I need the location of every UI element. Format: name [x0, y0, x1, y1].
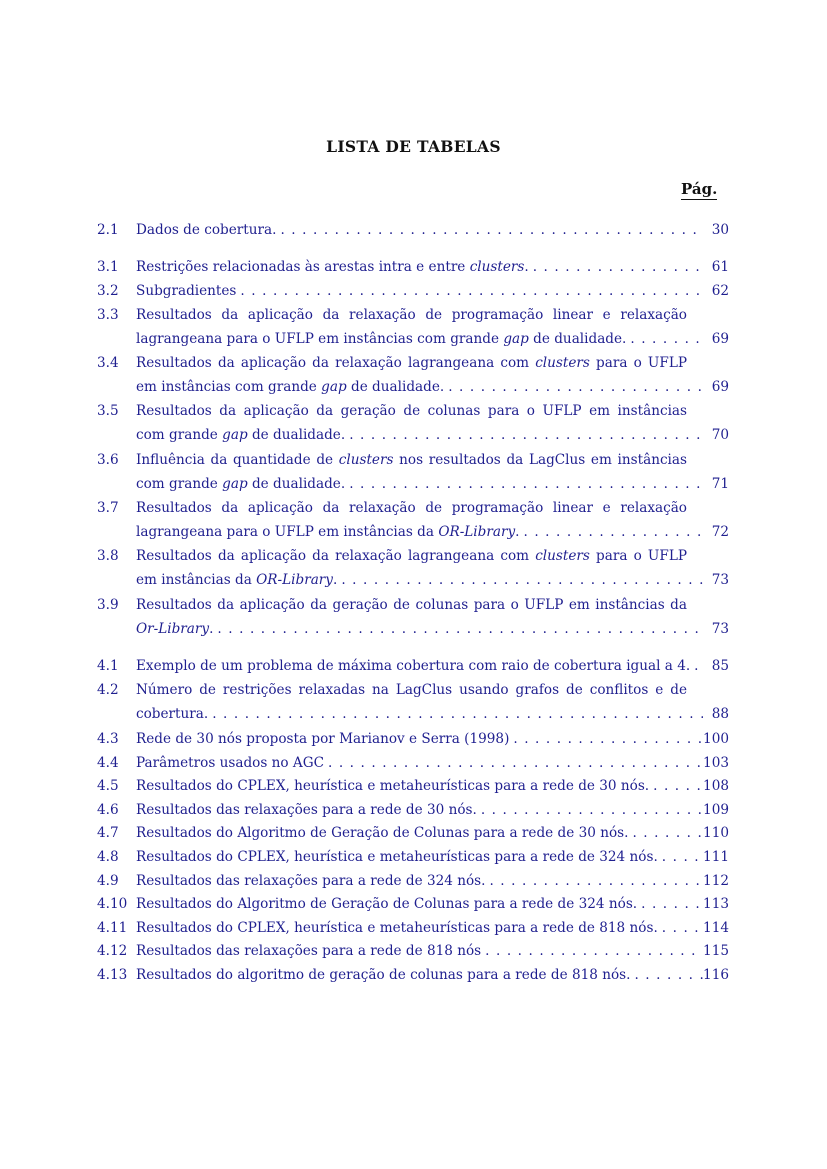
- table-number: 4.11: [97, 920, 128, 936]
- table-caption-line: em instâncias com grande gap de dualidade.: [136, 379, 445, 395]
- table-number: 4.3: [97, 731, 119, 747]
- leader-dots: [345, 472, 703, 496]
- page-number: 61: [711, 259, 729, 275]
- page-number: 114: [703, 920, 729, 936]
- page-number: 69: [711, 379, 729, 395]
- page-number: 72: [711, 524, 729, 540]
- table-caption-line: Resultados da aplicação da relaxação de programação linear e relaxação: [136, 500, 687, 516]
- page-number: 70: [711, 427, 729, 443]
- table-number: 3.7: [97, 500, 119, 516]
- leader-dots: [637, 892, 703, 916]
- leader-dots: [444, 375, 703, 399]
- page-number: 30: [711, 222, 729, 238]
- leader-dots: [324, 751, 703, 775]
- table-caption-line: em instâncias da OR-Library.: [136, 572, 338, 588]
- table-caption-line: Resultados da aplicação da relaxação de programação linear e relaxação: [136, 307, 687, 323]
- page-number: 73: [711, 572, 729, 588]
- leader-dots: [519, 520, 703, 544]
- table-caption-line: lagrangeana para o UFLP em instâncias da OR-Library.: [136, 524, 520, 540]
- leader-dots: [690, 654, 703, 678]
- table-caption-line: Exemplo de um problema de máxima cobertura com raio de cobertura igual a 4.: [136, 658, 691, 674]
- page-number: 100: [703, 731, 729, 747]
- page-number-header: Pág.: [681, 180, 718, 198]
- page-number: 69: [711, 331, 729, 347]
- leader-dots: [337, 568, 703, 592]
- table-caption-line: Influência da quantidade de clusters nos resultados da LagClus em instâncias: [136, 452, 687, 468]
- leader-dots: [485, 869, 703, 893]
- leader-dots: [628, 821, 703, 845]
- leader-dots: [345, 423, 703, 447]
- leader-dots: [236, 279, 703, 303]
- table-caption-line: Restrições relacionadas às arestas intra e entre clusters.: [136, 259, 529, 275]
- page-number: 112: [703, 873, 729, 889]
- page-number: 110: [703, 825, 729, 841]
- leader-dots: [208, 702, 703, 726]
- page-number: 71: [711, 476, 729, 492]
- table-number: 3.6: [97, 452, 119, 468]
- table-number: 3.9: [97, 597, 119, 613]
- leader-dots: [477, 798, 703, 822]
- table-caption-line: Rede de 30 nós proposta por Marianov e Serra (1998): [136, 731, 510, 747]
- leader-dots: [626, 327, 703, 351]
- table-caption-line: cobertura.: [136, 706, 209, 722]
- page-number: 62: [711, 283, 729, 299]
- table-caption-line: Resultados da aplicação da geração de colunas para o UFLP em instâncias: [136, 403, 687, 419]
- table-number: 4.4: [97, 755, 119, 771]
- table-number: 3.4: [97, 355, 119, 371]
- leader-dots: [649, 774, 703, 798]
- table-caption-line: Resultados do Algoritmo de Geração de Colunas para a rede de 30 nós.: [136, 825, 629, 841]
- table-caption-line: Resultados da aplicação da geração de colunas para o UFLP em instâncias da: [136, 597, 687, 613]
- table-caption-line: Resultados do algoritmo de geração de colunas para a rede de 818 nós.: [136, 967, 631, 983]
- page-number: 73: [711, 621, 729, 637]
- page-number: 111: [703, 849, 729, 865]
- leader-dots: [658, 845, 703, 869]
- table-number: 4.1: [97, 658, 119, 674]
- table-caption-line: com grande gap de dualidade.: [136, 476, 346, 492]
- table-caption-line: Or-Library.: [136, 621, 214, 637]
- leader-dots: [630, 963, 703, 987]
- leader-dots: [529, 255, 703, 279]
- table-caption-line: Resultados da aplicação da relaxação lagrangeana com clusters para o UFLP: [136, 355, 687, 371]
- table-number: 4.10: [97, 896, 128, 912]
- table-number: 4.12: [97, 943, 128, 959]
- table-number: 3.2: [97, 283, 119, 299]
- table-caption-line: Resultados do CPLEX, heurística e metaheurísticas para a rede de 324 nós.: [136, 849, 658, 865]
- table-number: 4.5: [97, 778, 119, 794]
- page-title: LISTA DE TABELAS: [326, 137, 501, 156]
- leader-dots: [509, 727, 703, 751]
- table-caption-line: Resultados do Algoritmo de Geração de Colunas para a rede de 324 nós.: [136, 896, 638, 912]
- table-number: 4.2: [97, 682, 119, 698]
- page-number: 108: [703, 778, 729, 794]
- page-number: 116: [703, 967, 729, 983]
- leader-dots: [213, 617, 703, 641]
- table-caption-line: Resultados das relaxações para a rede de 30 nós.: [136, 802, 477, 818]
- page-number: 113: [703, 896, 729, 912]
- page-number: 103: [703, 755, 729, 771]
- table-caption-line: com grande gap de dualidade.: [136, 427, 346, 443]
- table-number: 4.9: [97, 873, 119, 889]
- table-number: 3.3: [97, 307, 119, 323]
- table-caption-line: Número de restrições relaxadas na LagClus usando grafos de conflitos e de: [136, 682, 687, 698]
- leader-dots: [276, 218, 703, 242]
- leader-dots: [481, 939, 703, 963]
- table-number: 3.1: [97, 259, 119, 275]
- table-caption-line: Subgradientes: [136, 283, 237, 299]
- table-caption-line: Resultados do CPLEX, heurística e metaheurísticas para a rede de 30 nós.: [136, 778, 650, 794]
- table-number: 2.1: [97, 222, 119, 238]
- table-number: 3.8: [97, 548, 119, 564]
- table-caption-line: Resultados das relaxações para a rede de 324 nós.: [136, 873, 486, 889]
- table-caption-line: Dados de cobertura.: [136, 222, 277, 238]
- table-caption-line: Resultados da aplicação da relaxação lagrangeana com clusters para o UFLP: [136, 548, 687, 564]
- table-caption-line: Resultados das relaxações para a rede de 818 nós: [136, 943, 482, 959]
- table-number: 4.6: [97, 802, 119, 818]
- page-number: 88: [711, 706, 729, 722]
- page-number: 109: [703, 802, 729, 818]
- leader-dots: [658, 916, 703, 940]
- table-number: 4.13: [97, 967, 128, 983]
- table-number: 4.8: [97, 849, 119, 865]
- table-number: 3.5: [97, 403, 119, 419]
- table-caption-line: Parâmetros usados no AGC: [136, 755, 324, 771]
- page-number: 115: [703, 943, 729, 959]
- table-caption-line: lagrangeana para o UFLP em instâncias com grande gap de dualidade.: [136, 331, 627, 347]
- table-number: 4.7: [97, 825, 119, 841]
- table-caption-line: Resultados do CPLEX, heurística e metaheurísticas para a rede de 818 nós.: [136, 920, 658, 936]
- page-number: 85: [711, 658, 729, 674]
